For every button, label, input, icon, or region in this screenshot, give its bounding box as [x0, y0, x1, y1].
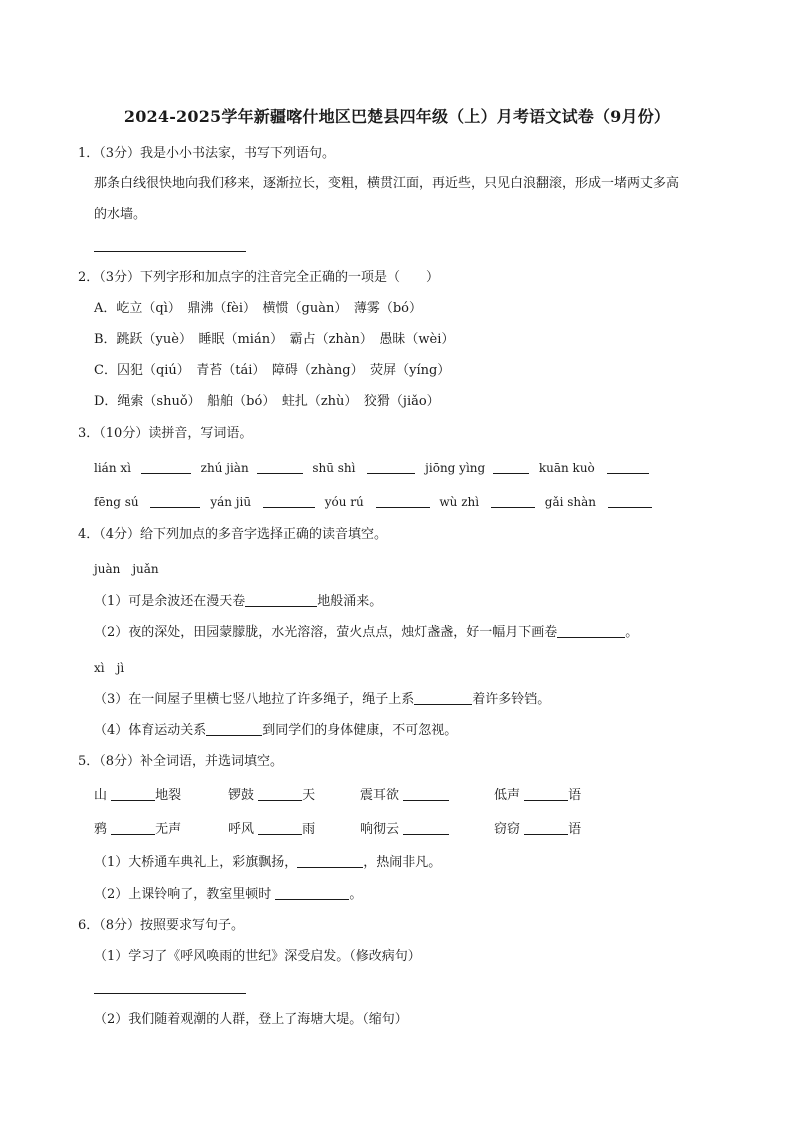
pinyin-label: shū shì: [312, 461, 356, 475]
idiom-blank[interactable]: [111, 786, 155, 801]
word-blank[interactable]: [263, 493, 315, 508]
word-blank[interactable]: [367, 459, 415, 474]
idiom-text: 天: [302, 788, 316, 803]
q5-sentence1: [94, 853, 441, 872]
q2-option-a: A．屹立（qì） 鼎沸（fèi） 横惯（guàn） 薄雾（bó）: [94, 301, 422, 316]
q1-answer-line: [94, 251, 246, 252]
idiom-blank[interactable]: [403, 820, 449, 835]
idiom-blank[interactable]: [524, 786, 568, 801]
idiom-item: [228, 820, 315, 839]
q5-stem: 5．（8分）补全词语，并选词填空。: [78, 754, 284, 769]
pinyin-label: yóu rú: [324, 495, 364, 509]
idiom-item: [360, 786, 449, 805]
sentence-text: 。: [625, 625, 639, 640]
idiom-blank[interactable]: [258, 820, 302, 835]
idiom-text: 呼风: [228, 822, 255, 837]
sentence-text: （2）上课铃响了，教室里顿时: [94, 887, 272, 902]
word-blank[interactable]: [491, 493, 535, 508]
q5-sentence2: [94, 885, 362, 904]
idiom-item: [94, 786, 181, 805]
exam-title: 2024-2025学年新疆喀什地区巴楚县四年级（上）月考语文试卷（9月份）: [123, 107, 671, 126]
idiom-text: 锣鼓: [228, 788, 255, 803]
pinyin-label: zhú jiàn: [200, 461, 249, 475]
q1-passage-line1: 那条白线很快地向我们移来，逐渐拉长，变粗，横贯江面，再近些，只见白浪翻滚，形成一堵两丈多高: [94, 176, 680, 191]
idiom-text: 无声: [155, 822, 182, 837]
q4-sentence3: [94, 690, 550, 709]
q3-row2: [94, 493, 652, 511]
q5-idiom-row2: [94, 820, 714, 840]
answer-blank[interactable]: [414, 690, 472, 705]
pinyin-label: wù zhì: [439, 495, 480, 509]
word-blank[interactable]: [257, 459, 303, 474]
idiom-text: 山: [94, 788, 108, 803]
sentence-text: （3）在一间屋子里横七竖八地拉了许多绳子，绳子上系: [94, 692, 415, 707]
q6-sentence1: （1）学习了《呼风唤雨的世纪》深受启发。（修改病句）: [94, 949, 421, 964]
idiom-text: 低声: [494, 788, 521, 803]
idiom-blank[interactable]: [403, 786, 449, 801]
idiom-text: 鸦: [94, 822, 108, 837]
q6-sentence2: （2）我们随着观潮的人群，登上了海塘大堤。（缩句）: [94, 1012, 408, 1027]
q4-reading-pair2: xì jì: [94, 661, 125, 675]
q1-stem: 1．（3分）我是小小书法家，书写下列语句。: [78, 146, 336, 161]
q6-stem: 6．（8分）按照要求写句子。: [78, 918, 245, 933]
pinyin-label: lián xì: [94, 461, 131, 475]
q2-stem: 2．（3分）下列字形和加点字的注音完全正确的一项是（ ）: [78, 270, 440, 285]
q6-answer-line1: [94, 993, 246, 994]
word-blank[interactable]: [376, 493, 430, 508]
q4-sentence4: [94, 721, 457, 740]
idiom-text: 雨: [302, 822, 316, 837]
idiom-blank[interactable]: [111, 820, 155, 835]
answer-blank[interactable]: [245, 592, 317, 607]
q3-row1: [94, 459, 649, 477]
sentence-text: 到同学们的身体健康，不可忽视。: [262, 723, 458, 738]
q5-idiom-row1: [94, 786, 714, 806]
idiom-item: [494, 820, 581, 839]
idiom-text: 语: [568, 822, 582, 837]
q4-sentence1: [94, 592, 382, 611]
sentence-text: （4）体育运动关系: [94, 723, 207, 738]
q1-passage-line2: 的水墙。: [94, 207, 147, 222]
word-blank[interactable]: [608, 493, 652, 508]
q2-option-b: B．跳跃（yuè） 睡眠（mián） 霸占（zhàn） 愚昧（wèi）: [94, 332, 455, 347]
word-blank[interactable]: [141, 459, 191, 474]
answer-blank[interactable]: [557, 623, 625, 638]
idiom-item: [228, 786, 315, 805]
idiom-blank[interactable]: [258, 786, 302, 801]
pinyin-label: kuān kuò: [538, 461, 595, 475]
word-blank[interactable]: [150, 493, 200, 508]
idiom-text: 窃窃: [494, 822, 521, 837]
q4-reading-pair1: juàn juǎn: [94, 562, 159, 576]
idiom-item: [360, 820, 449, 839]
word-blank[interactable]: [493, 459, 529, 474]
pinyin-label: jiōng yìng: [425, 461, 486, 475]
sentence-text: （1）可是余波还在漫天卷: [94, 594, 246, 609]
q4-sentence2: [94, 623, 638, 642]
q2-option-d: D．绳索（shuǒ） 船舶（bó） 蛀扎（zhù） 狡猾（jiǎo）: [94, 394, 440, 409]
sentence-text: 着许多铃铛。: [472, 692, 551, 707]
idiom-blank[interactable]: [524, 820, 568, 835]
idiom-text: 语: [568, 788, 582, 803]
q3-stem: 3．（10分）读拼音，写词语。: [78, 426, 253, 441]
word-blank[interactable]: [607, 459, 649, 474]
sentence-text: ，热闹非凡。: [363, 855, 442, 870]
idiom-item: [94, 820, 181, 839]
pinyin-label: fēng sú: [94, 495, 139, 509]
pinyin-label: yán jiū: [210, 495, 252, 509]
sentence-text: 。: [349, 887, 363, 902]
pinyin-label: gǎi shàn: [544, 495, 597, 509]
idiom-text: 震耳欲: [360, 788, 400, 803]
idiom-item: [494, 786, 581, 805]
q4-stem: 4．（4分）给下列加点的多音字选择正确的读音填空。: [78, 527, 388, 542]
sentence-text: （1）大桥通车典礼上，彩旗飘扬，: [94, 855, 298, 870]
answer-blank[interactable]: [206, 721, 262, 736]
answer-blank[interactable]: [297, 853, 363, 868]
idiom-text: 响彻云: [360, 822, 400, 837]
q2-option-c: C．囚犯（qiú） 青苔（tái） 障碍（zhàng） 荧屏（yíng）: [94, 363, 451, 378]
sentence-text: （2）夜的深处，田园蒙朦胧，水光溶溶，萤火点点，烛灯盏盏，好一幅月下画卷: [94, 625, 558, 640]
answer-blank[interactable]: [275, 885, 349, 900]
sentence-text: 地般涌来。: [317, 594, 383, 609]
idiom-text: 地裂: [155, 788, 182, 803]
